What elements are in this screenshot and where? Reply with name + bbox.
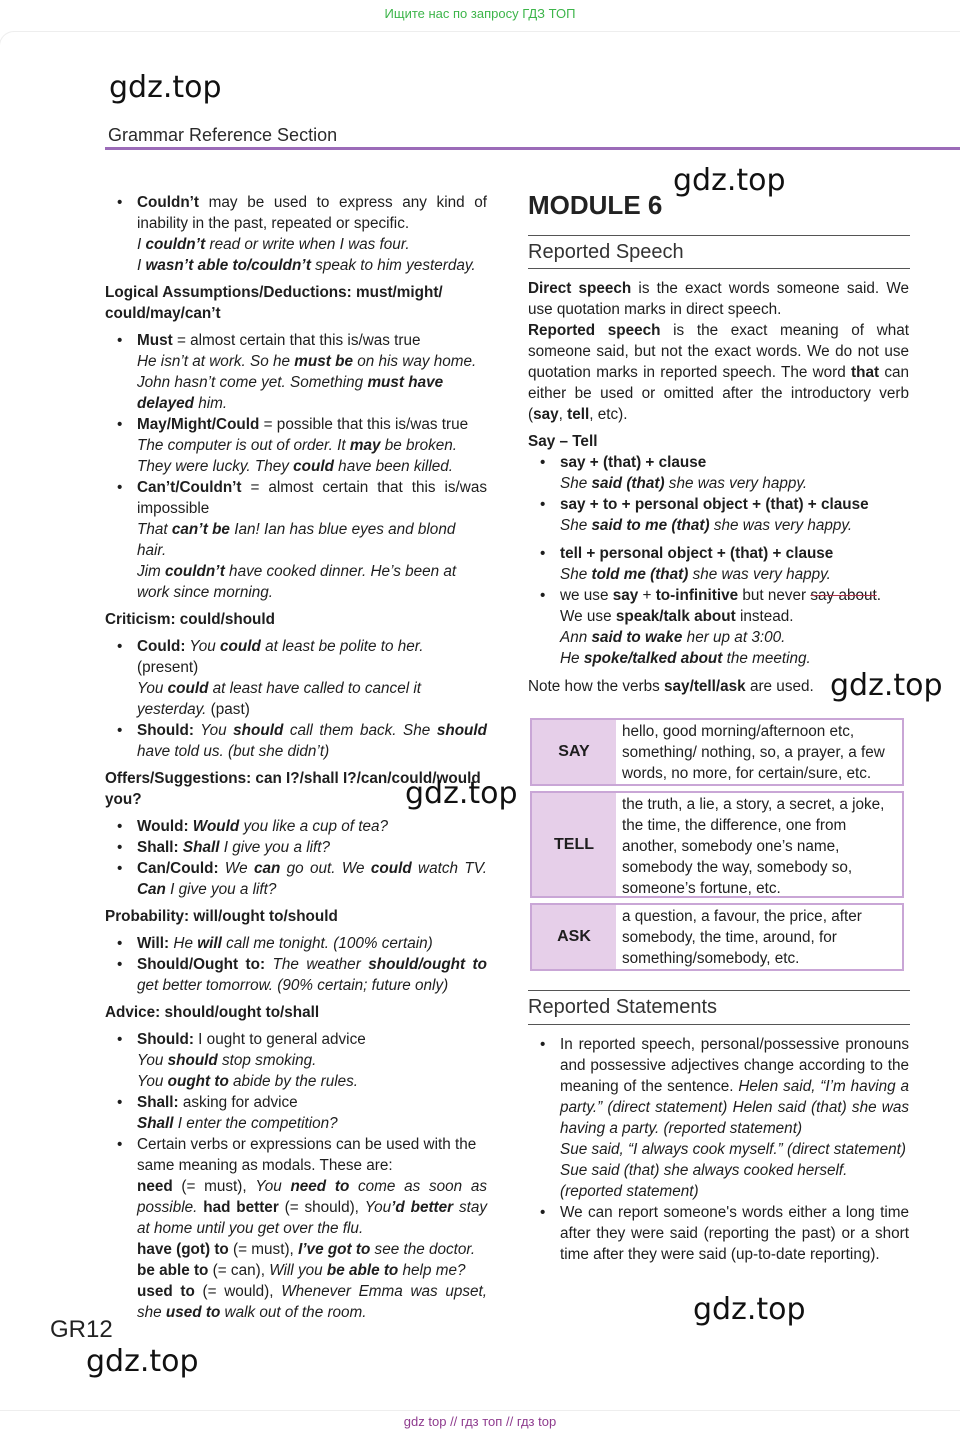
list-item: • Should: You should call them back. She should have told us. (but she didn’t) bbox=[105, 720, 487, 762]
footer-link[interactable]: гдз топ bbox=[460, 1414, 503, 1429]
verb-value: the truth, a lie, a story, a secret, a joke, the time, the difference, one from another, somebody one’s name, somebody the way, somebody so, someone’s fortune, etc. bbox=[622, 796, 885, 897]
footer-link[interactable]: гдз top bbox=[516, 1414, 557, 1429]
purple-divider bbox=[105, 147, 960, 150]
rule bbox=[528, 990, 910, 991]
verb-key: SAY bbox=[532, 720, 616, 784]
top-banner[interactable]: Ищите нас по запросу ГДЗ ТОП bbox=[384, 6, 576, 21]
right-column: Direct speech is the exact words someone said. We use quotation marks in direct speech. Reported speech is the exact meaning of what someone said, but not the exact words. We do not use quotation marks in reported speech. The word that can either be used or omitted after the introductory verb (say, tell, etc). Say – Tell • say + (that) + clause She said (that) she was very happy. • say + to + personal object + (that) + clause She said to me (that) she was very happy. • tell + personal object + (that) + clause She told me (that) she was very happy. • we use say + to-infinitive but never say about. We use speak/talk about instead. Ann said to wake her up at 3:00. He spoke/talked about the meeting. Note how the verbs say/tell/ask are used. bbox=[528, 278, 909, 697]
watermark: gdz.top bbox=[86, 1344, 199, 1379]
verb-key: TELL bbox=[532, 793, 616, 896]
verb-key: ASK bbox=[532, 905, 616, 969]
list-item: • Shall: Shall I give you a lift? bbox=[105, 837, 487, 858]
heading-probability: Probability: will/ought to/should bbox=[105, 908, 338, 925]
list-item: • Can’t/Couldn’t = almost certain that this is/was impossible That can’t be Ian! Ian has blue eyes and blond hair. Jim couldn’t have cooked dinner. He’s been at work since morning. bbox=[105, 477, 487, 603]
heading-criticism: Criticism: could/should bbox=[105, 611, 275, 628]
table-row bbox=[530, 718, 904, 786]
list-item: • May/Might/Could = possible that this is/was true The computer is out of order. It may be broken. They were lucky. They could have been killed. bbox=[105, 414, 487, 477]
reported-statements-title: Reported Statements bbox=[528, 996, 717, 1018]
list-item: • In reported speech, personal/possessive pronouns and possessive adjectives change according to the meaning of the sentence. Helen said, “I’m having a party.” (direct statement) Helen said (that) she was having a party. (reported statement) Sue said, “I always cook myself.” (direct statement) Sue said (that) she always cooked herself. (reported statement) bbox=[528, 1034, 909, 1202]
footer-links bbox=[0, 1414, 960, 1429]
heading-advice: Advice: should/ought to/shall bbox=[105, 1004, 320, 1021]
list-item: • Certain verbs or expressions can be used with the same meaning as modals. These are: need (= must), You need to come as soon as possible. had better (= should), You’d better stay at home until you get over the flu. have (got) to (= must), I’ve got to see the doctor. be able to (= can), Will you be able to help me? used to (= would), Whenever Emma was upset, she used to walk out of the room. bbox=[105, 1134, 487, 1323]
watermark: gdz.top bbox=[673, 163, 786, 198]
list-item: • Should: I ought to general advice You should stop smoking. You ought to abide by the rules. bbox=[105, 1029, 487, 1092]
footer-separator: // bbox=[505, 1414, 514, 1429]
list-item: • We can report someone's words either a long time after they were said (reporting the past) or a short time after they were said (up-to-date reporting). bbox=[528, 1202, 909, 1265]
heading-offers: Offers/Suggestions: can I?/shall I?/can/could/would you? bbox=[105, 770, 481, 808]
rule bbox=[528, 1024, 910, 1025]
list-item: • Would: Would you like a cup of tea? bbox=[105, 816, 487, 837]
list-item: • Could: You could at least be polite to her. (present) You could at least have called to cancel it yesterday. (past) bbox=[105, 636, 487, 720]
verb-value: hello, good morning/afternoon etc, something/ nothing, so, a prayer, a few words, no more, for certain/sure, etc. bbox=[622, 723, 885, 782]
watermark: gdz.top bbox=[830, 668, 943, 703]
watermark: gdz.top bbox=[109, 70, 222, 105]
list-item: • Shall: asking for advice Shall I enter the competition? bbox=[105, 1092, 487, 1134]
list-item: • Should/Ought to: The weather should/ought to get better tomorrow. (90% certain; future only) bbox=[105, 954, 487, 996]
list-item: • say + (that) + clause She said (that) she was very happy. bbox=[528, 452, 909, 494]
table-row bbox=[530, 791, 904, 898]
list-item: • we use say + to-infinitive but never say about. We use speak/talk about instead. Ann said to wake her up at 3:00. He spoke/talked about the meeting. bbox=[528, 585, 909, 669]
table-row bbox=[530, 903, 904, 971]
watermark: gdz.top bbox=[405, 776, 518, 811]
watermark: gdz.top bbox=[693, 1292, 806, 1327]
rule bbox=[528, 268, 910, 269]
reported-speech-title: Reported Speech bbox=[528, 241, 684, 263]
list-item: • say + to + personal object + (that) + clause She said to me (that) she was very happy. bbox=[528, 494, 909, 536]
module-title: MODULE 6 bbox=[528, 190, 663, 220]
section-title: Grammar Reference Section bbox=[108, 125, 338, 145]
list-item: • Will: He will call me tonight. (100% certain) bbox=[105, 933, 487, 954]
rule bbox=[528, 235, 910, 236]
statements-column bbox=[528, 1034, 909, 1265]
footer-separator: // bbox=[450, 1414, 458, 1429]
note: Note how the verbs say/tell/ask are used. bbox=[528, 678, 814, 695]
list-item: • Couldn’t may be used to express any kind of inability in the past, repeated or specific. I couldn’t read or write when I was four. I wasn’t able to/couldn’t speak to him yesterday. bbox=[105, 192, 487, 276]
heading-logical: Logical Assumptions/Deductions: must/might/ could/may/can’t bbox=[105, 284, 443, 322]
footer-link[interactable]: gdz top bbox=[403, 1414, 447, 1429]
verb-value: a question, a favour, the price, after somebody, the time, around, for something/somebody, etc. bbox=[622, 908, 862, 967]
list-item: • Must = almost certain that this is/was true He isn’t at work. So he must be on his way home. John hasn’t come yet. Something must have delayed him. bbox=[105, 330, 487, 414]
list-item: • tell + personal object + (that) + clause She told me (that) she was very happy. bbox=[528, 543, 909, 585]
left-column bbox=[105, 192, 487, 1323]
list-item: • Can/Could: We can go out. We could watch TV. Can I give you a lift? bbox=[105, 858, 487, 900]
page-number: GR12 bbox=[50, 1316, 113, 1343]
heading-say-tell: Say – Tell bbox=[528, 433, 598, 450]
